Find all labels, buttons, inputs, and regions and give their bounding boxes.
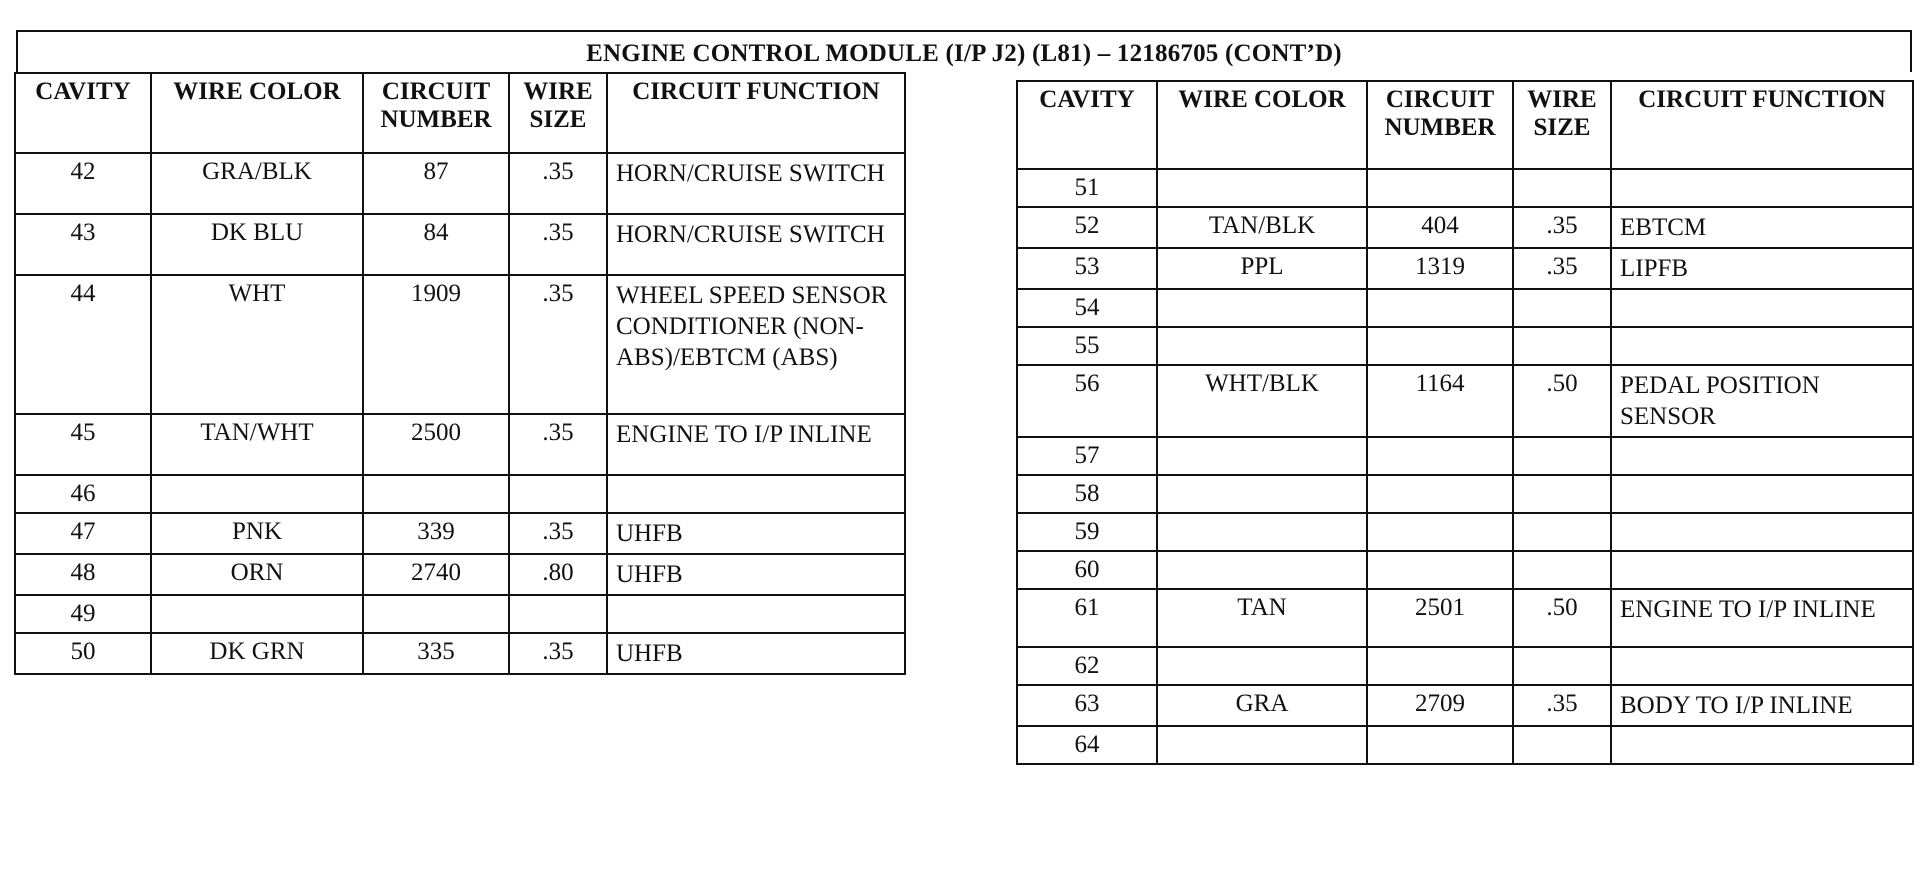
- table-row: [15, 595, 905, 633]
- wire-color-cell: PPL: [1157, 248, 1367, 289]
- wire-color-cell: TAN: [1157, 589, 1367, 647]
- circuit-number-cell: 404: [1367, 207, 1513, 248]
- circuit-number-cell: 87: [363, 153, 509, 214]
- circuit-number-cell: 84: [363, 214, 509, 275]
- wire-color-cell: [151, 595, 363, 633]
- table-row: [1017, 647, 1913, 685]
- table-row: [1017, 685, 1913, 726]
- wire-color-cell: [151, 475, 363, 513]
- table-row: [1017, 589, 1913, 647]
- circuit-number-cell: 2709: [1367, 685, 1513, 726]
- wire-color-cell: TAN/WHT: [151, 414, 363, 475]
- circuit-function-cell: ENGINE TO I/P INLINE: [1611, 589, 1913, 647]
- wire-size-cell: [1513, 513, 1611, 551]
- wire-size-cell: [1513, 289, 1611, 327]
- cavity-cell: 46: [15, 475, 151, 513]
- cavity-cell: 50: [15, 633, 151, 674]
- circuit-number-cell: [1367, 289, 1513, 327]
- table-header-row: [15, 73, 905, 153]
- circuit-number-cell: [1367, 551, 1513, 589]
- connector-table-right: [1016, 80, 1914, 765]
- table-row: [1017, 169, 1913, 207]
- page-title: ENGINE CONTROL MODULE (I/P J2) (L81) – 12186705 (CONT’D): [586, 40, 1342, 67]
- connector-table-left: [14, 72, 906, 675]
- circuit-function-cell: [1611, 726, 1913, 764]
- table-row: [1017, 475, 1913, 513]
- circuit-function-cell: ENGINE TO I/P INLINE: [607, 414, 905, 475]
- table-row: [15, 153, 905, 214]
- wire-color-cell: DK GRN: [151, 633, 363, 674]
- wire-color-cell: ORN: [151, 554, 363, 595]
- circuit-function-cell: [1611, 289, 1913, 327]
- wire-size-cell: [509, 475, 607, 513]
- cavity-cell: 52: [1017, 207, 1157, 248]
- table-body-left: [15, 153, 905, 674]
- table-row: [1017, 248, 1913, 289]
- cavity-cell: 55: [1017, 327, 1157, 365]
- header-wire-color: WIRE COLOR: [1157, 81, 1367, 169]
- circuit-function-cell: [607, 475, 905, 513]
- wire-color-cell: [1157, 289, 1367, 327]
- header-cavity: CAVITY: [15, 73, 151, 153]
- table-row: [15, 633, 905, 674]
- cavity-cell: 61: [1017, 589, 1157, 647]
- table-row: [1017, 551, 1913, 589]
- cavity-cell: 64: [1017, 726, 1157, 764]
- circuit-number-cell: 2501: [1367, 589, 1513, 647]
- circuit-function-cell: [1611, 169, 1913, 207]
- circuit-function-cell: [1611, 513, 1913, 551]
- circuit-number-cell: [1367, 437, 1513, 475]
- cavity-cell: 58: [1017, 475, 1157, 513]
- cavity-cell: 54: [1017, 289, 1157, 327]
- title-bar: [16, 30, 1912, 72]
- cavity-cell: 62: [1017, 647, 1157, 685]
- wire-size-cell: .35: [509, 414, 607, 475]
- circuit-function-cell: [1611, 437, 1913, 475]
- table-row: [15, 275, 905, 414]
- circuit-function-cell: EBTCM: [1611, 207, 1913, 248]
- wire-size-cell: [1513, 327, 1611, 365]
- cavity-cell: 45: [15, 414, 151, 475]
- header-circuit-number: CIRCUIT NUMBER: [363, 73, 509, 153]
- cavity-cell: 59: [1017, 513, 1157, 551]
- circuit-function-cell: LIPFB: [1611, 248, 1913, 289]
- circuit-function-cell: UHFB: [607, 554, 905, 595]
- circuit-function-cell: [1611, 647, 1913, 685]
- circuit-number-cell: [1367, 169, 1513, 207]
- cavity-cell: 43: [15, 214, 151, 275]
- cavity-cell: 51: [1017, 169, 1157, 207]
- wire-color-cell: DK BLU: [151, 214, 363, 275]
- wire-color-cell: [1157, 647, 1367, 685]
- circuit-number-cell: [363, 475, 509, 513]
- wire-color-cell: TAN/BLK: [1157, 207, 1367, 248]
- cavity-cell: 53: [1017, 248, 1157, 289]
- table-row: [15, 475, 905, 513]
- circuit-function-cell: WHEEL SPEED SENSOR CONDITIONER (NON-ABS)/EBTCM (ABS): [607, 275, 905, 414]
- circuit-number-cell: 1319: [1367, 248, 1513, 289]
- header-wire-size: WIRE SIZE: [1513, 81, 1611, 169]
- wire-color-cell: [1157, 513, 1367, 551]
- wire-color-cell: [1157, 437, 1367, 475]
- wire-size-cell: .35: [509, 214, 607, 275]
- wire-size-cell: .35: [509, 513, 607, 554]
- table-row: [1017, 207, 1913, 248]
- cavity-cell: 60: [1017, 551, 1157, 589]
- circuit-number-cell: [1367, 513, 1513, 551]
- wire-size-cell: .35: [509, 275, 607, 414]
- wire-size-cell: [1513, 475, 1611, 513]
- table-body-right: [1017, 169, 1913, 764]
- circuit-number-cell: 2740: [363, 554, 509, 595]
- cavity-cell: 56: [1017, 365, 1157, 437]
- wire-size-cell: .50: [1513, 589, 1611, 647]
- circuit-number-cell: [1367, 475, 1513, 513]
- circuit-function-cell: UHFB: [607, 513, 905, 554]
- cavity-cell: 63: [1017, 685, 1157, 726]
- wire-size-cell: .35: [509, 153, 607, 214]
- cavity-cell: 57: [1017, 437, 1157, 475]
- circuit-function-cell: UHFB: [607, 633, 905, 674]
- header-wire-color: WIRE COLOR: [151, 73, 363, 153]
- table-row: [15, 554, 905, 595]
- wire-size-cell: [1513, 169, 1611, 207]
- wire-color-cell: PNK: [151, 513, 363, 554]
- table-row: [15, 214, 905, 275]
- circuit-number-cell: 1909: [363, 275, 509, 414]
- circuit-function-cell: PEDAL POSITION SENSOR: [1611, 365, 1913, 437]
- wire-size-cell: .35: [509, 633, 607, 674]
- circuit-function-cell: HORN/CRUISE SWITCH: [607, 214, 905, 275]
- wire-size-cell: [1513, 437, 1611, 475]
- circuit-number-cell: [1367, 647, 1513, 685]
- cavity-cell: 47: [15, 513, 151, 554]
- wire-size-cell: [1513, 551, 1611, 589]
- wire-size-cell: .35: [1513, 248, 1611, 289]
- circuit-number-cell: [1367, 726, 1513, 764]
- wire-size-cell: .50: [1513, 365, 1611, 437]
- header-circuit-function: CIRCUIT FUNCTION: [607, 73, 905, 153]
- table-row: [1017, 726, 1913, 764]
- table-header-row: [1017, 81, 1913, 169]
- wire-color-cell: GRA: [1157, 685, 1367, 726]
- wire-color-cell: [1157, 551, 1367, 589]
- table-row: [15, 414, 905, 475]
- circuit-number-cell: 339: [363, 513, 509, 554]
- wire-size-cell: [1513, 647, 1611, 685]
- header-cavity: CAVITY: [1017, 81, 1157, 169]
- circuit-number-cell: [363, 595, 509, 633]
- circuit-function-cell: HORN/CRUISE SWITCH: [607, 153, 905, 214]
- header-circuit-function: CIRCUIT FUNCTION: [1611, 81, 1913, 169]
- circuit-number-cell: 1164: [1367, 365, 1513, 437]
- table-row: [1017, 327, 1913, 365]
- circuit-number-cell: 335: [363, 633, 509, 674]
- table-row: [15, 513, 905, 554]
- circuit-function-cell: BODY TO I/P INLINE: [1611, 685, 1913, 726]
- circuit-function-cell: [1611, 551, 1913, 589]
- circuit-number-cell: 2500: [363, 414, 509, 475]
- wire-color-cell: [1157, 169, 1367, 207]
- header-wire-size: WIRE SIZE: [509, 73, 607, 153]
- circuit-function-cell: [1611, 327, 1913, 365]
- wire-size-cell: .80: [509, 554, 607, 595]
- wire-size-cell: [509, 595, 607, 633]
- wire-color-cell: [1157, 327, 1367, 365]
- cavity-cell: 49: [15, 595, 151, 633]
- cavity-cell: 44: [15, 275, 151, 414]
- table-row: [1017, 513, 1913, 551]
- wire-color-cell: [1157, 475, 1367, 513]
- table-row: [1017, 365, 1913, 437]
- circuit-function-cell: [1611, 475, 1913, 513]
- circuit-function-cell: [607, 595, 905, 633]
- table-row: [1017, 289, 1913, 327]
- wire-color-cell: GRA/BLK: [151, 153, 363, 214]
- circuit-number-cell: [1367, 327, 1513, 365]
- wire-size-cell: .35: [1513, 207, 1611, 248]
- table-row: [1017, 437, 1913, 475]
- cavity-cell: 42: [15, 153, 151, 214]
- header-circuit-number: CIRCUIT NUMBER: [1367, 81, 1513, 169]
- wire-color-cell: [1157, 726, 1367, 764]
- wire-color-cell: WHT: [151, 275, 363, 414]
- wire-color-cell: WHT/BLK: [1157, 365, 1367, 437]
- cavity-cell: 48: [15, 554, 151, 595]
- wire-size-cell: .35: [1513, 685, 1611, 726]
- wire-size-cell: [1513, 726, 1611, 764]
